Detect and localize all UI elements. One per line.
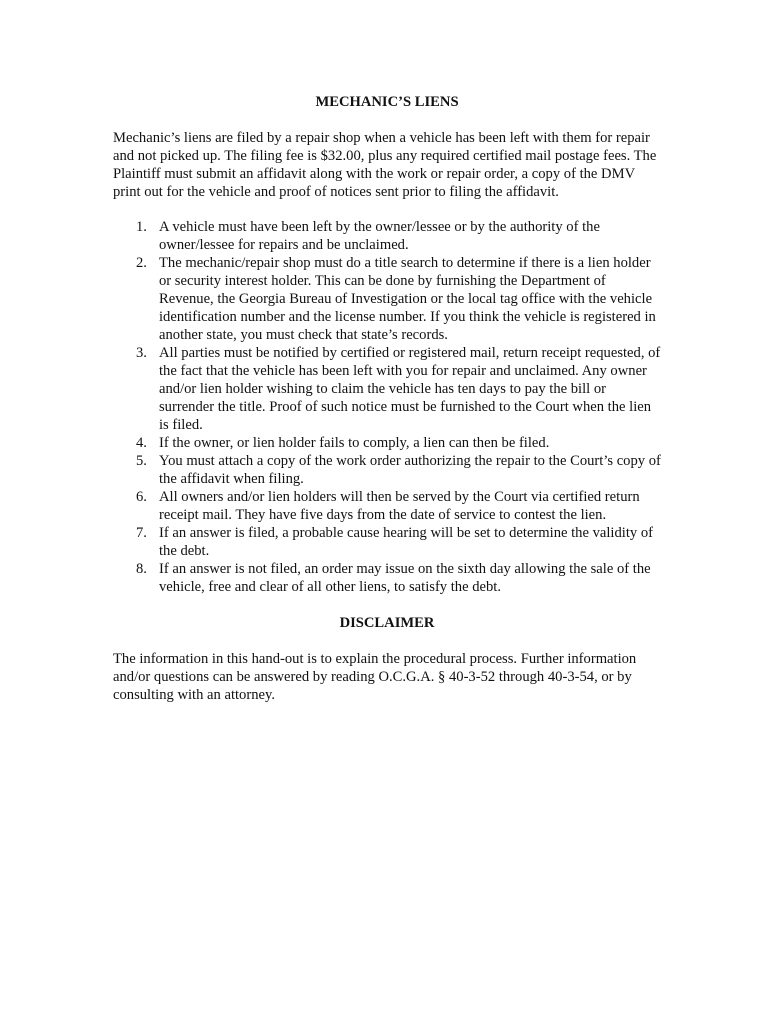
list-item-text: If an answer is filed, a probable cause hearing will be set to determine the validity of the debt. [159,525,653,559]
disclaimer-heading: DISCLAIMER [339,615,435,631]
disclaimer-paragraph: The information in this hand-out is to explain the procedural process. Further information and/or questions can be answered by reading O.C.G.A. § 40-3-52 through 40-3-54, or by consulting with an attorney. [113,651,637,703]
list-item-number: 7. [136,525,147,541]
list-item [113,254,661,344]
list-item-text: The mechanic/repair shop must do a title search to determine if there is a lien holder or security interest holder. This can be done by furnishing the Department of Revenue, the Georgia Bureau of Investigation or the local tag office with the vehicle identification number and the license number. If you think the vehicle is registered in another state, you must check that state’s records. [159,255,656,343]
list-item-number: 6. [136,489,147,505]
list-item [113,524,661,560]
list-item [113,344,661,434]
list-item-text: All owners and/or lien holders will then be served by the Court via certified return receipt mail. They have five days from the date of service to contest the lien. [159,489,640,523]
list-item-text: If an answer is not filed, an order may issue on the sixth day allowing the sale of the vehicle, free and clear of all other liens, to satisfy the debt. [159,561,651,595]
list-item-text: If the owner, or lien holder fails to comply, a lien can then be filed. [159,435,550,451]
list-item-number: 1. [136,219,147,235]
document-body [113,93,661,704]
intro-paragraph: Mechanic’s liens are filed by a repair shop when a vehicle has been left with them for repair and not picked up. The filing fee is $32.00, plus any required certified mail postage fees. The Plaintiff must submit an affidavit along with the work or repair order, a copy of the DMV print out for the vehicle and proof of notices sent prior to filing the affidavit. [113,130,657,200]
page-title: MECHANIC’S LIENS [315,94,459,110]
list-item-number: 5. [136,453,147,469]
requirements-list [113,218,661,596]
list-item [113,434,661,452]
list-item-number: 8. [136,561,147,577]
list-item-number: 4. [136,435,147,451]
list-item [113,560,661,596]
list-item [113,488,661,524]
list-item-text: You must attach a copy of the work order authorizing the repair to the Court’s copy of the affidavit when filing. [159,453,661,487]
list-item-number: 3. [136,345,147,361]
list-item-text: A vehicle must have been left by the owner/lessee or by the authority of the owner/lessee for repairs and be unclaimed. [159,219,600,253]
list-item-number: 2. [136,255,147,271]
list-item [113,218,661,254]
list-item [113,452,661,488]
list-item-text: All parties must be notified by certified or registered mail, return receipt requested, of the fact that the vehicle has been left with you for repair and unclaimed. Any owner and/or lien holder wishing to claim the vehicle has ten days to pay the bill or surrender the title. Proof of such notice must be furnished to the Court when the lien is filed. [159,345,661,433]
